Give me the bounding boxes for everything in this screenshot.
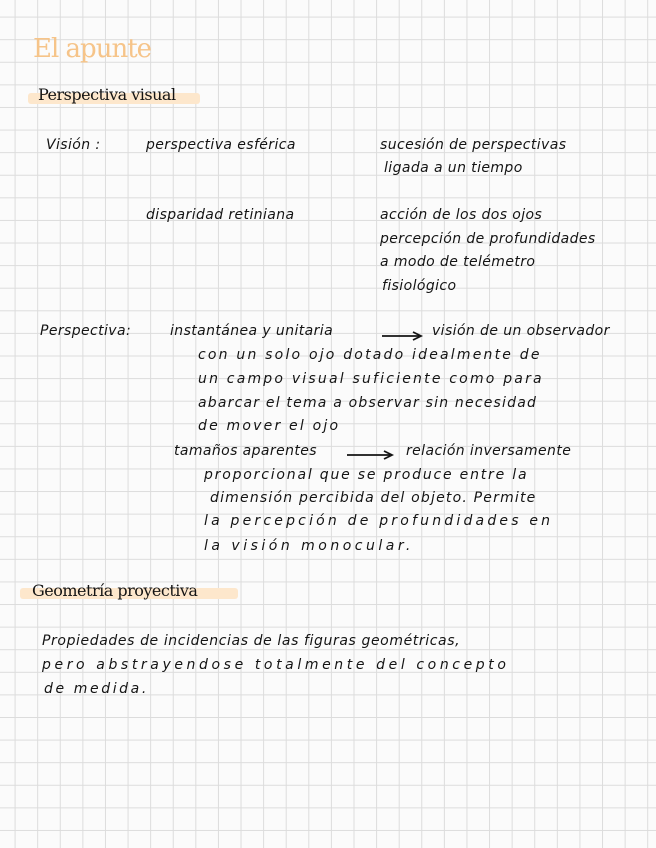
perspectiva-item-1-line: de mover el ojo [198, 418, 341, 434]
perspectiva-item-2: tamaños aparentes [174, 443, 317, 459]
vision-item-2-desc: acción de los dos ojos [380, 207, 543, 223]
geometria-line: de medida. [44, 681, 149, 697]
vision-item-1-desc: ligada a un tiempo [384, 160, 523, 176]
perspectiva-item-2-result: relación inversamente [406, 443, 572, 459]
page-title: El apunte [33, 34, 152, 64]
perspectiva-item-2-line: la percepción de profundidades en [204, 513, 554, 529]
vision-item-2: disparidad retiniana [146, 207, 295, 223]
perspectiva-item-1-line: con un solo ojo dotado idealmente de [198, 347, 542, 363]
vision-item-2-desc: percepción de profundidades [380, 231, 596, 247]
vision-item-2-desc: a modo de telémetro [380, 254, 536, 270]
arrow-right-icon [381, 330, 425, 342]
vision-item-1-desc: sucesión de perspectivas [380, 137, 567, 153]
arrow-right-icon [346, 449, 396, 461]
perspectiva-item-1-line: un campo visual suficiente como para [198, 371, 544, 387]
perspectiva-item-2-line: la visión monocular. [204, 538, 414, 554]
geometria-line: pero abstrayendose totalmente del concepto [42, 657, 510, 673]
perspectiva-item-1-line: abarcar el tema a observar sin necesidad [198, 395, 538, 411]
geometria-line: Propiedades de incidencias de las figuras geométricas, [42, 633, 461, 649]
perspectiva-label: Perspectiva: [40, 323, 132, 339]
section-heading-geometria-proyectiva: Geometría proyectiva [32, 581, 198, 600]
perspectiva-item-2-line: dimensión percibida del objeto. Permite [210, 490, 537, 506]
perspectiva-item-1-result: visión de un observador [432, 323, 610, 339]
vision-item-1: perspectiva esférica [146, 137, 296, 153]
section-heading-perspectiva-visual: Perspectiva visual [38, 85, 176, 104]
vision-item-2-desc: fisiológico [382, 278, 457, 294]
perspectiva-item-1: instantánea y unitaria [170, 323, 334, 339]
vision-label: Visión : [46, 137, 101, 153]
perspectiva-item-2-line: proporcional que se produce entre la [204, 467, 529, 483]
